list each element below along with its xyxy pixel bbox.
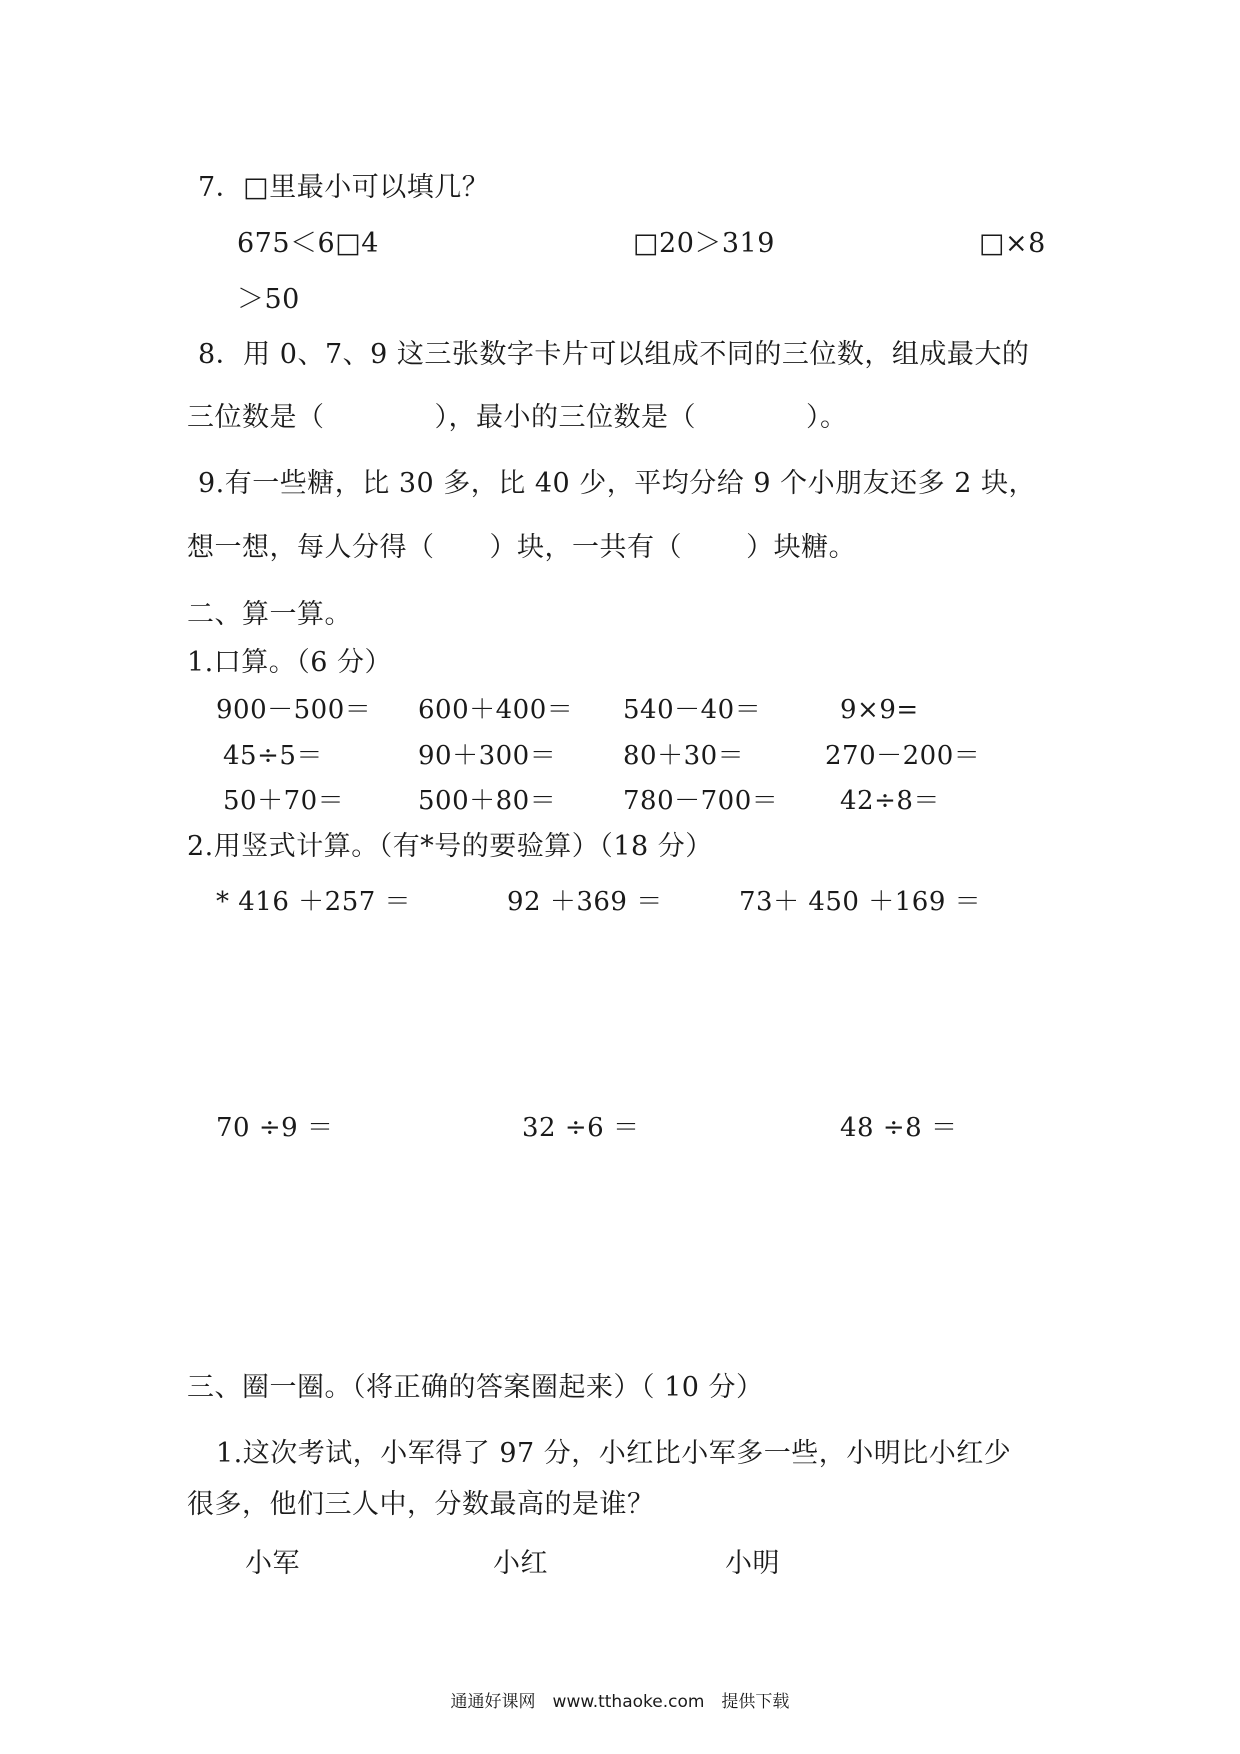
oral-item: 540－40＝ [623,695,762,725]
option-xiaohong: 小红 [493,1548,548,1579]
q9-line-2: 想一想，每人分得（ ）块，一共有（ ）块糖。 [187,532,857,563]
q7-expression-1: 675＜6□4 [237,228,379,259]
vertical-calc-item: 32 ÷6 ＝ [522,1113,640,1143]
oral-item: 80＋30＝ [623,741,745,771]
oral-item: 270－200＝ [825,741,981,771]
q9-line-1: 9.有一些糖，比 30 多，比 40 少，平均分给 9 个小朋友还多 2 块， [198,468,1036,499]
oral-item: 600＋400＝ [418,695,574,725]
q8-line-2: 三位数是（ ），最小的三位数是（ ）。 [187,402,848,433]
section-3-title: 三、圈一圈。（将正确的答案圈起来）（ 10 分） [187,1372,764,1403]
oral-item: 500＋80＝ [418,786,557,816]
q7-expression-3b: ＞50 [237,284,300,315]
vertical-calc-item: 92 ＋369 ＝ [507,887,663,917]
vertical-calc-item: 73＋ 450 ＋169 ＝ [739,887,982,917]
oral-item: 9×9= [840,695,919,725]
q7-title: 7．□里最小可以填几？ [198,172,490,203]
oral-calc-title: 1.口算。（6 分） [187,647,393,678]
section-2-title: 二、算一算。 [187,599,352,630]
option-xiaoming: 小明 [725,1548,780,1579]
vertical-calc-item: * 416 ＋257 ＝ [216,887,412,917]
oral-item: 900－500＝ [216,695,372,725]
oral-item: 45÷5＝ [223,741,323,771]
s3-q1-line-1: 1.这次考试，小军得了 97 分，小红比小军多一些，小明比小红少 [216,1438,1012,1469]
page-footer: 通通好课网 www.tthaoke.com 提供下载 [450,1692,790,1712]
q8-line-1: 8．用 0、7、9 这三张数字卡片可以组成不同的三位数，组成最大的 [198,339,1030,370]
vertical-calc-title: 2.用竖式计算。（有*号的要验算）（18 分） [187,831,713,862]
option-xiaojun: 小军 [245,1548,300,1579]
s3-q1-line-2: 很多，他们三人中，分数最高的是谁？ [187,1489,655,1520]
q7-expression-3a: □×8 [979,228,1046,259]
oral-item: 780－700＝ [623,786,779,816]
vertical-calc-item: 70 ÷9 ＝ [216,1113,334,1143]
vertical-calc-item: 48 ÷8 ＝ [840,1113,958,1143]
q7-expression-2: □20＞319 [633,228,775,259]
oral-item: 42÷8＝ [840,786,940,816]
oral-item: 90＋300＝ [418,741,557,771]
oral-item: 50＋70＝ [223,786,345,816]
